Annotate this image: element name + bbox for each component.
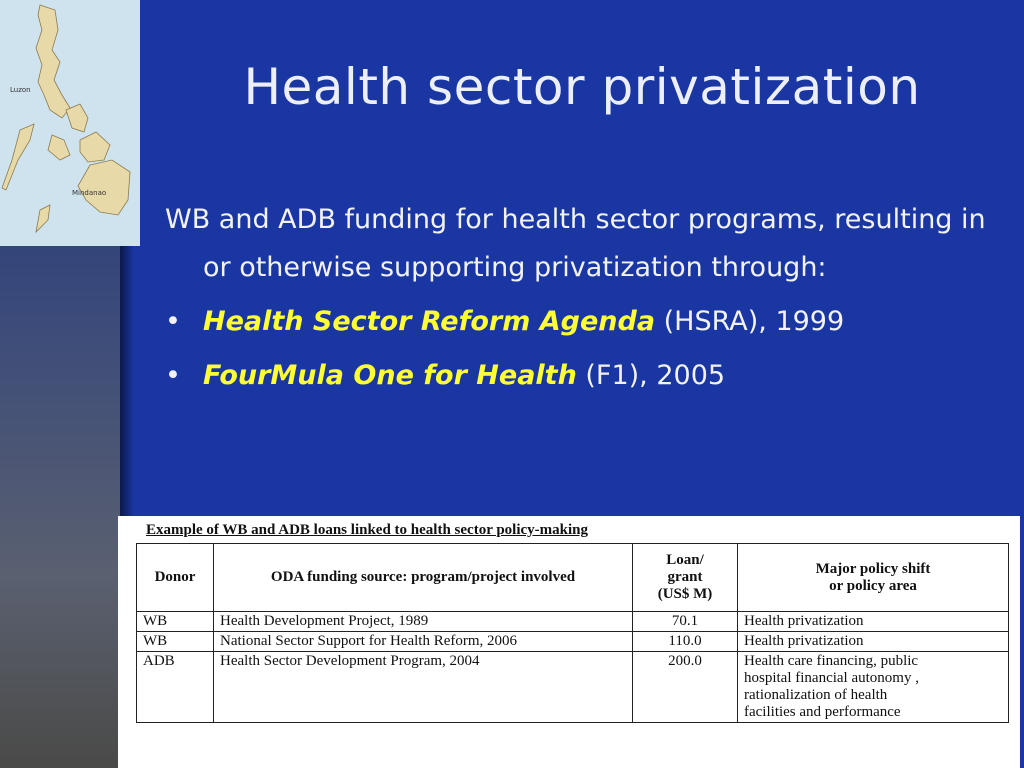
header-policy-line1: Major policy shift bbox=[815, 560, 931, 577]
cell-policy bbox=[738, 652, 1009, 723]
bullet-hsra bbox=[165, 298, 1005, 346]
table-row bbox=[137, 612, 1009, 632]
cell-policy-line1: Health care financing, public bbox=[744, 653, 919, 669]
bullet-f1-rest: (F1), 2005 bbox=[576, 360, 726, 391]
cell-donor: WB bbox=[137, 612, 214, 632]
header-loan-line3: (US$ M) bbox=[657, 586, 713, 602]
cell-donor: ADB bbox=[137, 652, 214, 723]
intro-paragraph: WB and ADB funding for health sector programs, resulting in or otherwise supporting privatization through: bbox=[165, 204, 986, 283]
cell-loan: 70.1 bbox=[633, 612, 738, 632]
cell-source: Health Sector Development Program, 2004 bbox=[214, 652, 633, 723]
header-loan bbox=[633, 544, 738, 612]
cell-source: National Sector Support for Health Reform, 2006 bbox=[214, 632, 633, 652]
table-header-row bbox=[137, 544, 1009, 612]
bullet-hsra-rest: (HSRA), 1999 bbox=[655, 306, 845, 337]
header-source: ODA funding source: program/project involved bbox=[214, 544, 633, 612]
cell-loan: 110.0 bbox=[633, 632, 738, 652]
bullet-f1-emphasis: FourMula One for Health bbox=[203, 360, 577, 391]
map-graphic bbox=[0, 0, 140, 246]
cell-policy-line2: hospital financial autonomy , bbox=[744, 670, 919, 686]
cell-donor: WB bbox=[137, 632, 214, 652]
slide-title: Health sector privatization bbox=[243, 58, 921, 116]
header-loan-line2: grant bbox=[667, 569, 703, 585]
cell-policy-line3: rationalization of health bbox=[744, 687, 888, 703]
cell-policy-line4: facilities and performance bbox=[744, 704, 901, 720]
cell-loan: 200.0 bbox=[633, 652, 738, 723]
header-loan-line1: Loan/ bbox=[666, 552, 704, 568]
bullet-hsra-emphasis: Health Sector Reform Agenda bbox=[203, 306, 656, 337]
slide-body bbox=[165, 196, 1005, 400]
cell-policy: Health privatization bbox=[738, 612, 1009, 632]
bullet-marker: • bbox=[165, 360, 181, 391]
map-label-mindanao: Mindanao bbox=[72, 189, 107, 197]
header-donor: Donor bbox=[137, 544, 214, 612]
bullet-f1 bbox=[165, 352, 1005, 400]
loan-table bbox=[136, 543, 1009, 723]
table-row bbox=[137, 632, 1009, 652]
loan-table-panel bbox=[118, 516, 1020, 768]
table-row bbox=[137, 652, 1009, 723]
header-policy-line2: or policy area bbox=[829, 577, 917, 594]
map-label-luzon: Luzon bbox=[10, 86, 31, 94]
table-caption: Example of WB and ADB loans linked to health sector policy-making bbox=[146, 522, 589, 538]
cell-policy: Health privatization bbox=[738, 632, 1009, 652]
philippines-map-image bbox=[0, 0, 140, 246]
bullet-marker: • bbox=[165, 306, 181, 337]
header-policy bbox=[738, 544, 1009, 612]
cell-source: Health Development Project, 1989 bbox=[214, 612, 633, 632]
